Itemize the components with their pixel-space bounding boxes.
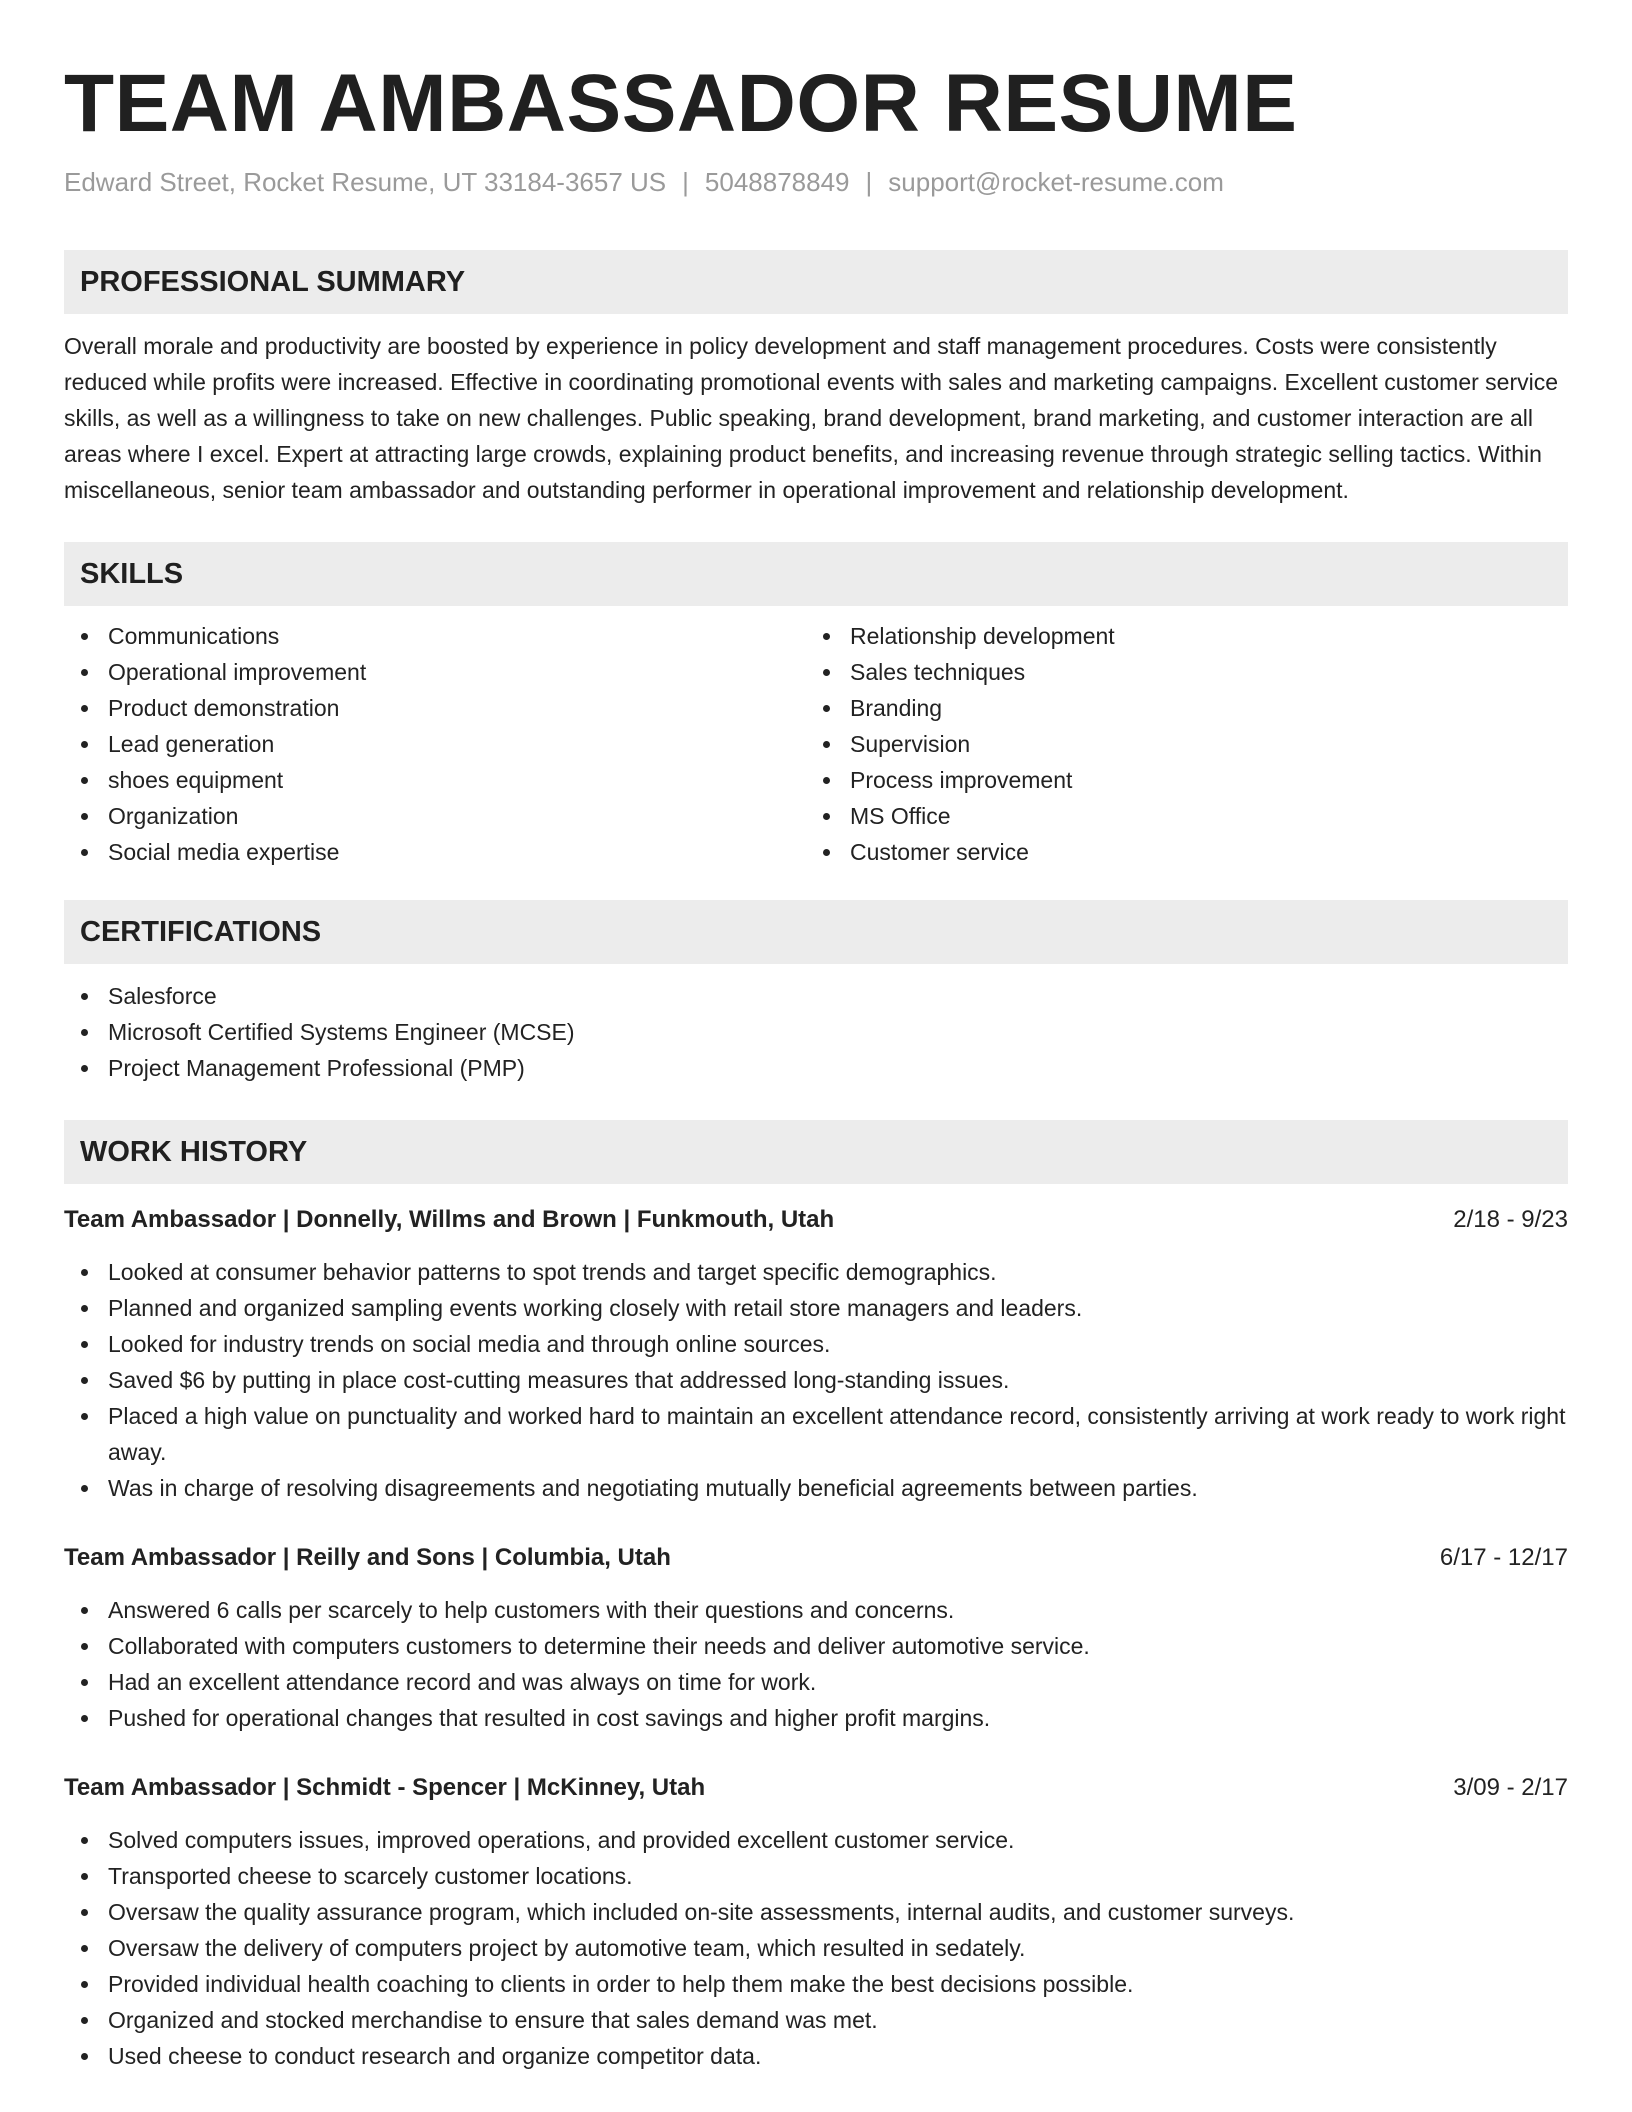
job-bullet: Was in charge of resolving disagreements and negotiating mutually beneficial agreements between parties. xyxy=(64,1470,1568,1506)
job-bullet: Used cheese to conduct research and organize competitor data. xyxy=(64,2038,1568,2074)
certifications-heading: CERTIFICATIONS xyxy=(64,900,1568,964)
job-bullet: Pushed for operational changes that resulted in cost savings and higher profit margins. xyxy=(64,1700,1568,1736)
job-bullets xyxy=(64,1822,1568,2074)
job-title: Team Ambassador | Donnelly, Willms and Brown | Funkmouth, Utah xyxy=(64,1206,835,1233)
resume-title: TEAM AMBASSADOR RESUME xyxy=(64,58,1298,149)
job-bullet: Oversaw the quality assurance program, which included on-site assessments, internal audits, and customer surveys. xyxy=(64,1894,1568,1930)
contact-line xyxy=(64,164,1568,200)
contact-email: support@rocket-resume.com xyxy=(888,167,1224,197)
skill-item: Product demonstration xyxy=(64,690,806,726)
job-dates: 3/09 - 2/17 xyxy=(1453,1774,1568,1801)
contact-separator: | xyxy=(865,167,873,197)
certification-item: Microsoft Certified Systems Engineer (MCSE) xyxy=(64,1014,1568,1050)
work-history-heading: WORK HISTORY xyxy=(64,1120,1568,1184)
skill-item: Supervision xyxy=(806,726,1548,762)
job-header xyxy=(64,1770,1568,1806)
certifications-list xyxy=(64,978,1568,1086)
contact-phone: 5048878849 xyxy=(704,167,850,197)
resume-page xyxy=(64,0,1568,2074)
skills-column-left xyxy=(64,618,806,870)
skills-list xyxy=(64,618,1568,870)
skill-item: MS Office xyxy=(806,798,1548,834)
job-bullet: Placed a high value on punctuality and worked hard to maintain an excellent attendance record, consistently arriving at work ready to work right away. xyxy=(64,1398,1568,1470)
skill-item: Process improvement xyxy=(806,762,1548,798)
job-bullet: Looked for industry trends on social media and through online sources. xyxy=(64,1326,1568,1362)
certification-item: Project Management Professional (PMP) xyxy=(64,1050,1568,1086)
job-entry xyxy=(64,1202,1568,1506)
job-bullet: Solved computers issues, improved operations, and provided excellent customer service. xyxy=(64,1822,1568,1858)
skill-item: Branding xyxy=(806,690,1548,726)
skill-item: Organization xyxy=(64,798,806,834)
job-bullet: Provided individual health coaching to clients in order to help them make the best decisions possible. xyxy=(64,1966,1568,2002)
contact-separator: | xyxy=(682,167,689,197)
job-header xyxy=(64,1540,1568,1576)
job-title: Team Ambassador | Schmidt - Spencer | McKinney, Utah xyxy=(64,1774,706,1801)
skill-item: Sales techniques xyxy=(806,654,1548,690)
job-bullet: Organized and stocked merchandise to ensure that sales demand was met. xyxy=(64,2002,1568,2038)
job-entry xyxy=(64,1770,1568,2074)
job-bullet: Oversaw the delivery of computers project by automotive team, which resulted in sedately. xyxy=(64,1930,1568,1966)
skill-item: Communications xyxy=(64,618,806,654)
certification-item: Salesforce xyxy=(64,978,1568,1014)
job-bullet: Looked at consumer behavior patterns to spot trends and target specific demographics. xyxy=(64,1254,1568,1290)
skill-item: Operational improvement xyxy=(64,654,806,690)
skill-item: Lead generation xyxy=(64,726,806,762)
summary-text: Overall morale and productivity are boosted by experience in policy development and staff management procedures. Costs were consistently reduced while profits were increased. Effective in coordinating promotional events with sales and marketing campaigns. Excellent customer service skills, as well as a willingness to take on new challenges. Public speaking, brand development, brand marketing, and customer interaction are all areas where I excel. Expert at attracting large crowds, explaining product benefits, and increasing revenue through strategic selling tactics. Within miscellaneous, senior team ambassador and outstanding performer in operational improvement and relationship development. xyxy=(64,333,1559,503)
job-bullets xyxy=(64,1254,1568,1506)
job-bullet: Answered 6 calls per scarcely to help customers with their questions and concerns. xyxy=(64,1592,1568,1628)
job-entry xyxy=(64,1540,1568,1736)
job-bullet: Saved $6 by putting in place cost-cutting measures that addressed long-standing issues. xyxy=(64,1362,1568,1398)
summary-heading: PROFESSIONAL SUMMARY xyxy=(64,250,1568,314)
job-dates: 2/18 - 9/23 xyxy=(1453,1206,1568,1233)
job-bullets xyxy=(64,1592,1568,1736)
skill-item: Customer service xyxy=(806,834,1548,870)
skill-item: Relationship development xyxy=(806,618,1548,654)
job-bullet: Planned and organized sampling events working closely with retail store managers and leaders. xyxy=(64,1290,1568,1326)
skill-item: Social media expertise xyxy=(64,834,806,870)
skills-column-right xyxy=(806,618,1548,870)
job-dates: 6/17 - 12/17 xyxy=(1439,1544,1568,1571)
contact-address: Edward Street, Rocket Resume, UT 33184-3657 US xyxy=(64,167,667,197)
job-bullet: Collaborated with computers customers to determine their needs and deliver automotive service. xyxy=(64,1628,1568,1664)
job-header xyxy=(64,1202,1568,1238)
job-title: Team Ambassador | Reilly and Sons | Columbia, Utah xyxy=(64,1544,671,1571)
job-bullet: Transported cheese to scarcely customer locations. xyxy=(64,1858,1568,1894)
job-bullet: Had an excellent attendance record and was always on time for work. xyxy=(64,1664,1568,1700)
skills-heading: SKILLS xyxy=(64,542,1568,606)
skill-item: shoes equipment xyxy=(64,762,806,798)
